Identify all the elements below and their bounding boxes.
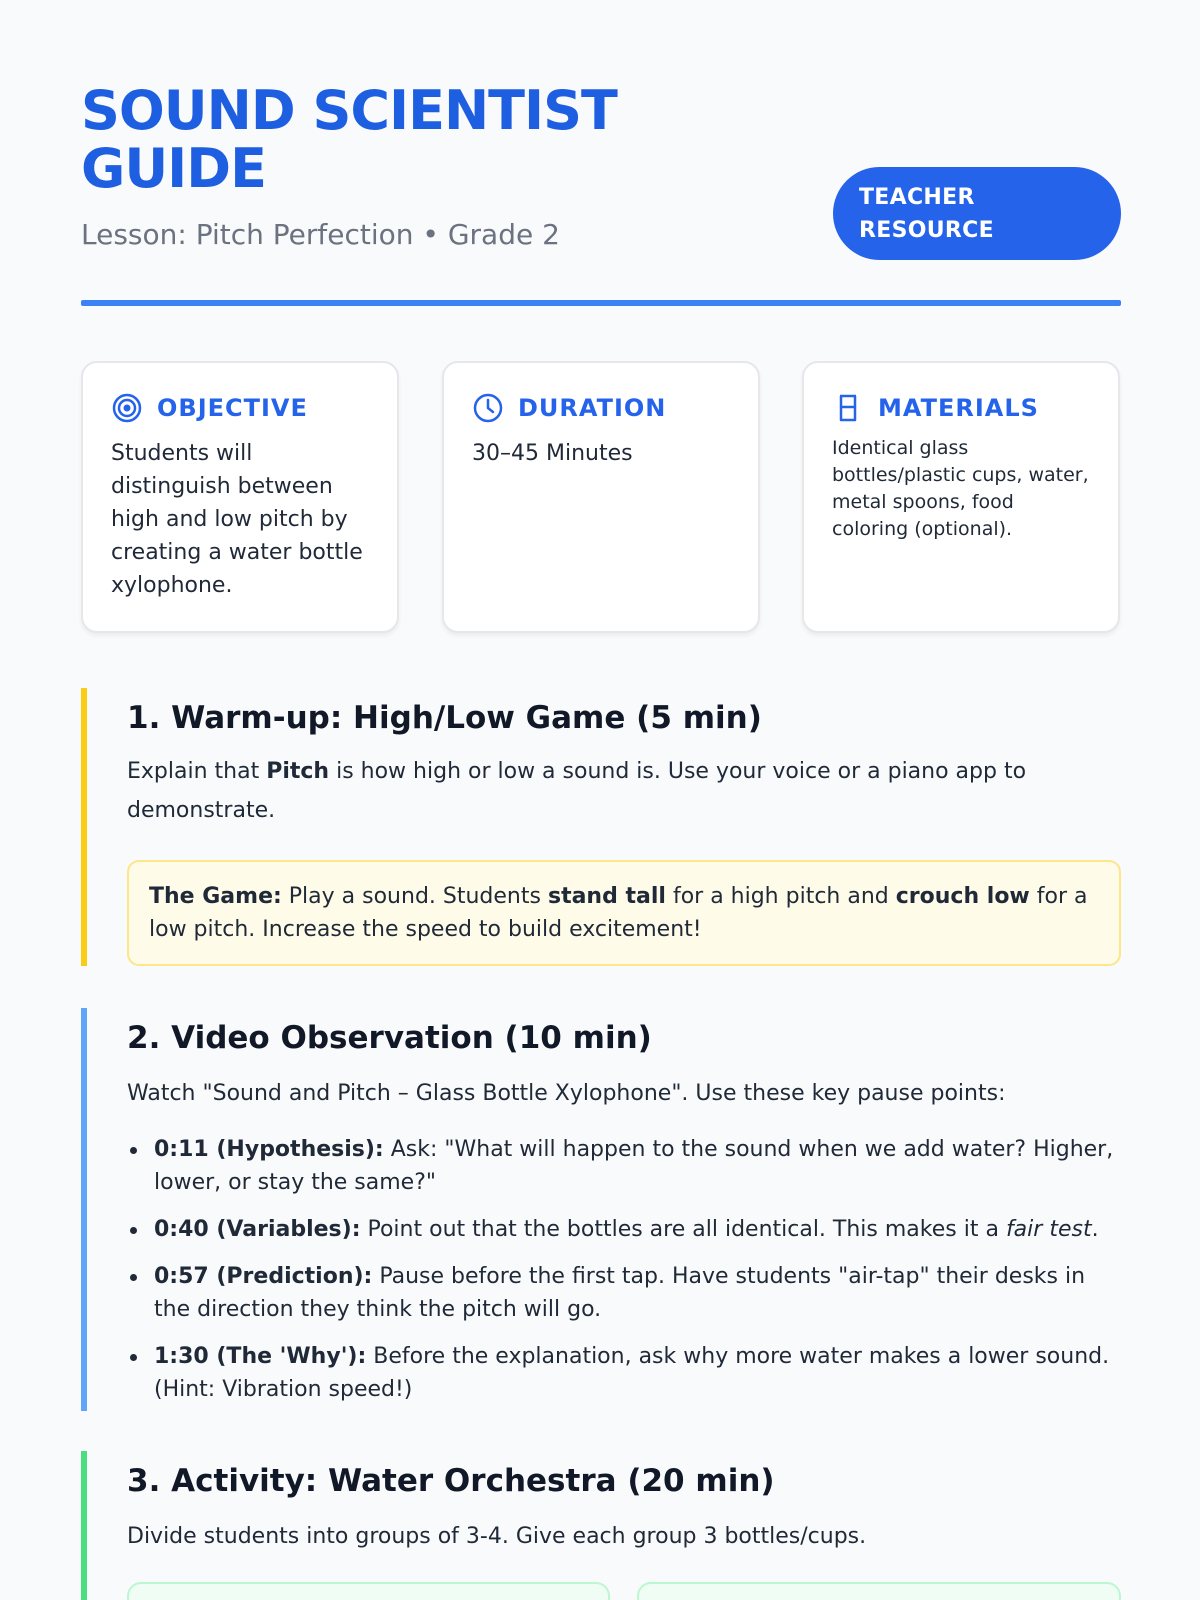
pause-text: Point out that the bottles are all identical. This makes it a <box>360 1217 1006 1242</box>
warmup-accent-bar <box>81 688 87 966</box>
list-item <box>127 1133 1121 1199</box>
callout-text-3: for a low pitch. Increase the speed to build excitement! <box>149 884 1088 942</box>
cup-icon <box>832 392 864 424</box>
activity-accent-bar <box>81 1451 87 1600</box>
pause-time: 0:11 (Hypothesis): <box>154 1137 384 1162</box>
materials-text: Identical glass bottles/plastic cups, water, metal spoons, food coloring (optional). <box>832 437 1089 540</box>
callout-text-1: Play a sound. Students <box>281 884 548 909</box>
activity-intro: Divide students into groups of 3-4. Give each group 3 bottles/cups. <box>127 1524 867 1549</box>
fair-test-term: fair test <box>1005 1217 1092 1242</box>
materials-card <box>802 361 1120 633</box>
warmup-text-2: is how high or low a sound is. Use your voice or a piano app to demonstrate. <box>127 759 1027 823</box>
callout-text-2: for a high pitch and <box>665 884 896 909</box>
game-callout <box>127 860 1121 966</box>
teacher-resource-badge: TEACHER RESOURCE <box>833 167 1121 260</box>
warmup-text-1: Explain that <box>127 759 267 784</box>
video-accent-bar <box>81 1008 87 1411</box>
objective-label: OBJECTIVE <box>157 394 308 422</box>
duration-text: 30–45 Minutes <box>472 441 633 466</box>
activity-boxes <box>127 1582 1121 1600</box>
warmup-paragraph <box>127 752 1121 830</box>
pause-time: 1:30 (The 'Why'): <box>154 1344 367 1369</box>
video-section <box>81 1008 1121 1411</box>
list-item <box>127 1260 1121 1326</box>
objective-text: Students will distinguish between high and low pitch by creating a water bottle xylophone. <box>111 441 363 598</box>
header <box>81 0 1121 310</box>
activity-box-right <box>637 1582 1121 1600</box>
callout-bold-2: crouch low <box>895 884 1030 909</box>
pause-time: 0:57 (Prediction): <box>154 1264 373 1289</box>
materials-label: MATERIALS <box>878 394 1039 422</box>
callout-label: The Game: <box>149 884 282 909</box>
pause-text-end: . <box>1091 1217 1099 1242</box>
list-item <box>127 1340 1121 1406</box>
video-intro: Watch "Sound and Pitch – Glass Bottle Xylophone". Use these key pause points: <box>127 1081 1006 1106</box>
pitch-term: Pitch <box>266 759 330 784</box>
pause-time: 0:40 (Variables): <box>154 1217 361 1242</box>
activity-box-left <box>127 1582 610 1600</box>
pause-text: Before the explanation, ask why more water makes a lower sound. (Hint: Vibration speed!) <box>154 1344 1110 1402</box>
summary-cards <box>81 361 1121 633</box>
lesson-guide-page <box>81 0 1121 1549</box>
pause-points-list <box>127 1133 1121 1406</box>
pause-text: Pause before the first tap. Have students "air-tap" their desks in the direction they think the pitch will go. <box>154 1264 1086 1322</box>
list-item <box>127 1213 1121 1246</box>
warmup-heading: 1. Warm-up: High/Low Game (5 min) <box>127 700 762 736</box>
pause-text: Ask: "What will happen to the sound when we add water? Higher, lower, or stay the same?" <box>154 1137 1114 1195</box>
duration-card <box>442 361 760 633</box>
page-title: SOUND SCIENTIST GUIDE <box>81 79 617 200</box>
activity-heading: 3. Activity: Water Orchestra (20 min) <box>127 1463 775 1499</box>
objective-card <box>81 361 399 633</box>
video-heading: 2. Video Observation (10 min) <box>127 1020 652 1056</box>
duration-label: DURATION <box>518 394 667 422</box>
callout-bold-1: stand tall <box>547 884 666 909</box>
header-divider <box>81 300 1121 306</box>
target-icon <box>111 392 143 424</box>
lesson-subtitle: Lesson: Pitch Perfection • Grade 2 <box>81 218 560 251</box>
activity-section <box>81 1451 1121 1600</box>
warmup-section <box>81 688 1121 966</box>
clock-icon <box>472 392 504 424</box>
